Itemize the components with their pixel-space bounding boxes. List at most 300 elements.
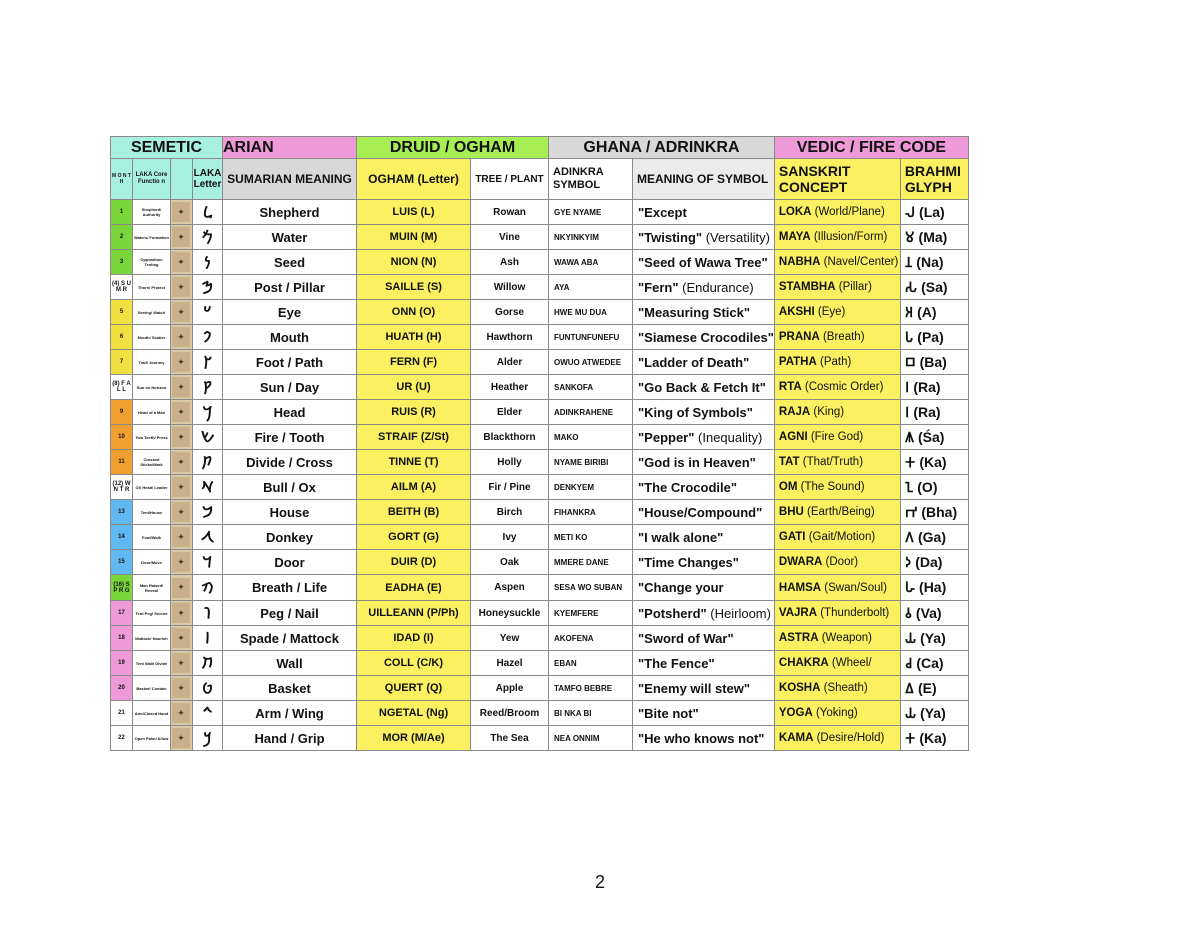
tree-plant: Elder — [471, 400, 549, 425]
core-function-cell — [133, 525, 171, 550]
sanskrit-term: VAJRA — [778, 607, 818, 619]
core-function-cell — [133, 300, 171, 325]
table-row — [111, 325, 969, 350]
core-function: OX Head/ Leader — [135, 484, 168, 490]
month-cell — [111, 225, 133, 250]
pictograph-icon: ✦ — [172, 352, 190, 372]
ogham-letter: RUIS (R) — [357, 400, 471, 425]
tree-plant: Vine — [471, 225, 549, 250]
header-tree: TREE / PLANT — [471, 159, 549, 200]
sanskrit-term: KAMA — [778, 732, 814, 744]
tree-plant: Birch — [471, 500, 549, 525]
laka-letter: 𐡄 — [193, 575, 223, 601]
month-number: 2 — [119, 234, 124, 240]
sanskrit-term: ASTRA — [778, 632, 819, 644]
pictograph-icon: ✦ — [172, 327, 190, 347]
sumarian-meaning: Shepherd — [223, 200, 357, 225]
sanskrit-term: CHAKRA — [778, 657, 829, 669]
header-pictograph — [171, 159, 193, 200]
month-cell — [111, 550, 133, 575]
symbol-meaning — [633, 726, 775, 751]
sanskrit-gloss: (Fire God) — [807, 431, 864, 443]
table-row — [111, 450, 969, 475]
table-row — [111, 525, 969, 550]
month-cell — [111, 450, 133, 475]
adinkra-symbol: MAKO — [549, 425, 633, 450]
sanskrit-concept — [774, 626, 900, 651]
symbol-meaning — [633, 275, 775, 300]
table-row — [111, 550, 969, 575]
core-function: Basket/ Contain — [136, 685, 167, 691]
group-semetic: SEMETIC — [111, 137, 223, 159]
symbol-meaning — [633, 525, 775, 550]
core-function: Opposition/ Testing — [140, 257, 163, 267]
month-cell — [111, 701, 133, 726]
sanskrit-gloss: (World/Plane) — [811, 206, 885, 218]
tree-plant: The Sea — [471, 726, 549, 751]
sumarian-meaning: Spade / Mattock — [223, 626, 357, 651]
sanskrit-term: PRANA — [778, 331, 820, 343]
meaning-main: "Seed of Wawa Tree" — [638, 254, 768, 270]
pictograph-icon: ✦ — [172, 427, 190, 447]
month-cell — [111, 676, 133, 701]
sanskrit-gloss: (That/Truth) — [799, 456, 864, 468]
sanskrit-term: PATHA — [778, 356, 817, 368]
sanskrit-term: STAMBHA — [778, 281, 836, 293]
brahmi-glyph: 𑀅 (A) — [900, 300, 968, 325]
ogham-letter: BEITH (B) — [357, 500, 471, 525]
brahmi-glyph: 𑀕 (Ga) — [900, 525, 968, 550]
tree-plant: Heather — [471, 375, 549, 400]
laka-letter: 𐡌 — [193, 225, 223, 250]
sanskrit-concept — [774, 275, 900, 300]
sanskrit-term: GATI — [778, 531, 806, 543]
sumarian-meaning: Head — [223, 400, 357, 425]
core-function-cell — [133, 425, 171, 450]
table-row — [111, 475, 969, 500]
pictograph-icon: ✦ — [172, 578, 190, 598]
pictograph-icon: ✦ — [172, 477, 190, 497]
ogham-letter: GORT (G) — [357, 525, 471, 550]
sanskrit-concept — [774, 550, 900, 575]
core-function: Foot/Walk — [142, 534, 161, 540]
core-function: Shepherd/ Authority — [141, 207, 162, 217]
sanskrit-concept — [774, 601, 900, 626]
pictograph-cell — [171, 375, 193, 400]
header-laka-letter: LAKA Letter — [193, 159, 223, 200]
sanskrit-gloss: (Weapon) — [818, 632, 872, 644]
month-cell — [111, 275, 133, 300]
sumarian-meaning: Arm / Wing — [223, 701, 357, 726]
core-function: Trail/ Journey — [138, 359, 165, 365]
month-cell — [111, 325, 133, 350]
sanskrit-term: HAMSA — [778, 581, 822, 594]
core-function: Tent Wall/ Divide — [135, 660, 168, 666]
header-laka-core: LAKA Core Functio n — [133, 159, 171, 200]
month-cell — [111, 575, 133, 601]
ogham-letter: HUATH (H) — [357, 325, 471, 350]
sumarian-meaning: Mouth — [223, 325, 357, 350]
tree-plant: Ivy — [471, 525, 549, 550]
ogham-letter: NGETAL (Ng) — [357, 701, 471, 726]
sanskrit-gloss: (Thunderbolt) — [817, 607, 890, 619]
ogham-letter: MUIN (M) — [357, 225, 471, 250]
meaning-main: "Change your — [638, 580, 724, 595]
adinkra-symbol: FUNTUNFUNEFU — [549, 325, 633, 350]
ogham-letter: ONN (O) — [357, 300, 471, 325]
pictograph-icon: ✦ — [172, 202, 190, 222]
sanskrit-term: BHU — [778, 506, 804, 518]
sumarian-meaning: Bull / Ox — [223, 475, 357, 500]
sanskrit-concept — [774, 475, 900, 500]
pictograph-cell — [171, 275, 193, 300]
adinkra-symbol: SANKOFA — [549, 375, 633, 400]
tree-plant: Apple — [471, 676, 549, 701]
header-month: M O N T H — [111, 159, 133, 200]
group-sumarian: ARIAN — [223, 137, 357, 159]
pictograph-icon: ✦ — [172, 678, 190, 698]
pictograph-cell — [171, 500, 193, 525]
month-number: (4) S U M R — [111, 281, 131, 293]
month-number: 19 — [118, 660, 125, 666]
symbol-meaning — [633, 450, 775, 475]
meaning-main: "He who knows not" — [638, 730, 765, 746]
meaning-main: "House/Compound" — [638, 504, 763, 520]
adinkra-symbol: KYEMFERE — [549, 601, 633, 626]
meaning-main: "Potsherd" — [638, 605, 707, 621]
ogham-letter: DUIR (D) — [357, 550, 471, 575]
sumarian-meaning: Eye — [223, 300, 357, 325]
symbol-meaning — [633, 701, 775, 726]
tree-plant: Yew — [471, 626, 549, 651]
pictograph-cell — [171, 425, 193, 450]
month-number: 17 — [118, 610, 125, 616]
sanskrit-gloss: (The Sound) — [797, 481, 865, 493]
month-cell — [111, 626, 133, 651]
pictograph-icon: ✦ — [172, 552, 190, 572]
sanskrit-term: YOGA — [778, 707, 813, 719]
brahmi-glyph: 𑀓 (Ka) — [900, 450, 968, 475]
ogham-letter: QUERT (Q) — [357, 676, 471, 701]
table-row — [111, 601, 969, 626]
table-row — [111, 225, 969, 250]
laka-letter: 𐡋 — [193, 200, 223, 225]
sumarian-meaning: Fire / Tooth — [223, 425, 357, 450]
core-function-cell — [133, 250, 171, 275]
laka-letter: 𐡕 — [193, 450, 223, 475]
sumarian-meaning: Divide / Cross — [223, 450, 357, 475]
pictograph-icon: ✦ — [172, 252, 190, 272]
ogham-letter: AILM (A) — [357, 475, 471, 500]
core-function-cell — [133, 601, 171, 626]
sanskrit-gloss: (Breath) — [819, 331, 865, 343]
core-function-cell — [133, 701, 171, 726]
group-ghana: GHANA / ADRINKRA — [549, 137, 775, 159]
tree-plant: Reed/Broom — [471, 701, 549, 726]
meaning-main: "Ladder of Death" — [638, 354, 750, 370]
meaning-main: "Sword of War" — [638, 630, 734, 646]
core-function-cell — [133, 200, 171, 225]
header-brahmi: BRAHMI GLYPH — [900, 159, 968, 200]
ogham-letter: SAILLE (S) — [357, 275, 471, 300]
pictograph-cell — [171, 601, 193, 626]
sanskrit-term: MAYA — [778, 231, 811, 243]
group-vedic: VEDIC / FIRE CODE — [774, 137, 968, 159]
month-number: 6 — [119, 334, 124, 340]
core-function: Man Raised/ Reveal — [139, 582, 164, 593]
sumarian-meaning: Wall — [223, 651, 357, 676]
month-cell — [111, 475, 133, 500]
symbol-meaning — [633, 400, 775, 425]
sumarian-meaning: House — [223, 500, 357, 525]
sanskrit-concept — [774, 450, 900, 475]
sanskrit-term: NABHA — [778, 256, 821, 268]
table-row — [111, 200, 969, 225]
header-ogham: OGHAM (Letter) — [357, 159, 471, 200]
adinkra-symbol: OWUO ATWEDEE — [549, 350, 633, 375]
month-cell — [111, 300, 133, 325]
symbol-meaning — [633, 475, 775, 500]
sumarian-meaning: Door — [223, 550, 357, 575]
sanskrit-concept — [774, 726, 900, 751]
meaning-note: (Versatility) — [702, 229, 770, 245]
table-row — [111, 651, 969, 676]
brahmi-glyph: 𑀬 (Ya) — [900, 701, 968, 726]
core-function-cell — [133, 275, 171, 300]
core-function: Mattock/ Nourish — [135, 635, 168, 641]
symbol-meaning — [633, 601, 775, 626]
pictograph-icon: ✦ — [172, 377, 190, 397]
month-cell — [111, 500, 133, 525]
tree-plant: Oak — [471, 550, 549, 575]
adinkra-symbol: AKOFENA — [549, 626, 633, 651]
laka-letter: 𐡆 — [193, 626, 223, 651]
core-function: Sun on Horizon — [136, 384, 167, 390]
meaning-note: (Inequality) — [694, 429, 763, 445]
sanskrit-gloss: (Desire/Hold) — [813, 732, 885, 744]
laka-letter: 𐡃 — [193, 550, 223, 575]
symbol-meaning — [633, 250, 775, 275]
laka-letter: 𐡎 — [193, 275, 223, 300]
sumarian-meaning: Donkey — [223, 525, 357, 550]
sanskrit-term: LOKA — [778, 206, 812, 218]
month-number: 18 — [118, 635, 125, 641]
month-cell — [111, 425, 133, 450]
laka-letter: 𐡔 — [193, 425, 223, 450]
sumarian-meaning: Sun / Day — [223, 375, 357, 400]
brahmi-glyph: 𑀰 (Śa) — [900, 425, 968, 450]
core-function-cell — [133, 375, 171, 400]
sumarian-meaning: Breath / Life — [223, 575, 357, 601]
correspondence-table — [110, 136, 969, 751]
core-function: Two Teeth/ Press — [135, 434, 168, 440]
core-function: Seeing/ Watch — [137, 309, 166, 315]
sanskrit-term: DWARA — [778, 556, 823, 568]
brahmi-glyph: 𑀦 (Na) — [900, 250, 968, 275]
pictograph-cell — [171, 626, 193, 651]
brahmi-glyph: 𑀓 (Ka) — [900, 726, 968, 751]
symbol-meaning — [633, 425, 775, 450]
sanskrit-concept — [774, 651, 900, 676]
pictograph-cell — [171, 676, 193, 701]
symbol-meaning — [633, 375, 775, 400]
adinkra-symbol: MMERE DANE — [549, 550, 633, 575]
table-row — [111, 575, 969, 601]
adinkra-symbol: NYAME BIRIBI — [549, 450, 633, 475]
tree-plant: Aspen — [471, 575, 549, 601]
core-function: Open Palm/ Allow — [134, 735, 169, 741]
core-function: Mouth/ Scatter — [137, 334, 166, 340]
symbol-meaning — [633, 300, 775, 325]
pictograph-icon: ✦ — [172, 703, 190, 723]
tree-plant: Honeysuckle — [471, 601, 549, 626]
brahmi-glyph: 𑀫 (Ma) — [900, 225, 968, 250]
month-number: 14 — [118, 534, 125, 540]
core-function: Waters/ Formation — [134, 234, 169, 240]
tree-plant: Holly — [471, 450, 549, 475]
ogham-letter: LUIS (L) — [357, 200, 471, 225]
pictograph-icon: ✦ — [172, 302, 190, 322]
header-meaning: MEANING OF SYMBOL — [633, 159, 775, 200]
table-row — [111, 676, 969, 701]
sanskrit-gloss: (Gait/Motion) — [805, 531, 876, 543]
laka-letter: 𐡑 — [193, 350, 223, 375]
tree-plant: Rowan — [471, 200, 549, 225]
core-function: Head of a Man — [137, 409, 166, 415]
month-number: 5 — [119, 309, 124, 315]
core-function-cell — [133, 400, 171, 425]
core-function-cell — [133, 651, 171, 676]
ogham-letter: IDAD (I) — [357, 626, 471, 651]
pictograph-icon: ✦ — [172, 227, 190, 247]
sanskrit-term: OM — [778, 481, 798, 493]
pictograph-icon: ✦ — [172, 728, 190, 748]
laka-letter: 𐡐 — [193, 325, 223, 350]
brahmi-glyph: 𑀑 (O) — [900, 475, 968, 500]
symbol-meaning — [633, 575, 775, 601]
sanskrit-concept — [774, 525, 900, 550]
sumarian-meaning: Water — [223, 225, 357, 250]
laka-letter: 𐡇 — [193, 651, 223, 676]
tree-plant: Fir / Pine — [471, 475, 549, 500]
meaning-note: (Endurance) — [678, 279, 754, 295]
brahmi-glyph: 𑀯 (Va) — [900, 601, 968, 626]
meaning-main: "King of Symbols" — [638, 404, 753, 420]
table-row — [111, 250, 969, 275]
laka-letter: 𐡉 — [193, 701, 223, 726]
tree-plant: Alder — [471, 350, 549, 375]
meaning-main: "Enemy will stew" — [638, 680, 751, 696]
table-row — [111, 350, 969, 375]
month-number: 7 — [119, 359, 124, 365]
month-number: 20 — [118, 685, 125, 691]
meaning-main: "God is in Heaven" — [638, 454, 756, 470]
pictograph-cell — [171, 575, 193, 601]
pictograph-cell — [171, 350, 193, 375]
adinkra-symbol: METI KO — [549, 525, 633, 550]
laka-letter: 𐡀 — [193, 475, 223, 500]
meaning-main: "Measuring Stick" — [638, 304, 751, 320]
sanskrit-concept — [774, 425, 900, 450]
tree-plant: Willow — [471, 275, 549, 300]
month-number: 11 — [118, 459, 125, 465]
tree-plant: Ash — [471, 250, 549, 275]
core-function-cell — [133, 450, 171, 475]
laka-letter: 𐡊 — [193, 726, 223, 751]
meaning-main: "The Fence" — [638, 655, 715, 671]
sanskrit-gloss: (Earth/Being) — [803, 506, 875, 518]
adinkra-symbol: FIHANKRA — [549, 500, 633, 525]
brahmi-glyph: 𑀮 (La) — [900, 200, 968, 225]
brahmi-glyph: 𑀲 (Sa) — [900, 275, 968, 300]
pictograph-cell — [171, 450, 193, 475]
adinkra-symbol: DENKYEM — [549, 475, 633, 500]
symbol-meaning — [633, 325, 775, 350]
pictograph-icon: ✦ — [172, 402, 190, 422]
ogham-letter: TINNE (T) — [357, 450, 471, 475]
sanskrit-concept — [774, 701, 900, 726]
month-number: (8) F A L L — [112, 381, 131, 393]
sumarian-meaning: Hand / Grip — [223, 726, 357, 751]
month-cell — [111, 525, 133, 550]
symbol-meaning — [633, 200, 775, 225]
laka-letter: 𐡍 — [193, 250, 223, 275]
core-function-cell — [133, 676, 171, 701]
laka-letter: 𐡈 — [193, 676, 223, 701]
adinkra-symbol: AYA — [549, 275, 633, 300]
sanskrit-gloss: (Pillar) — [835, 281, 872, 293]
core-function-cell — [133, 475, 171, 500]
sanskrit-gloss: (Door) — [822, 556, 859, 568]
pictograph-icon: ✦ — [172, 277, 190, 297]
sanskrit-gloss: (Wheel/ — [828, 657, 872, 669]
sanskrit-term: AKSHI — [778, 306, 815, 318]
sanskrit-concept — [774, 200, 900, 225]
pictograph-cell — [171, 550, 193, 575]
sanskrit-concept — [774, 375, 900, 400]
pictograph-cell — [171, 300, 193, 325]
month-number: 10 — [118, 434, 125, 440]
table-row — [111, 425, 969, 450]
ogham-letter: NION (N) — [357, 250, 471, 275]
header-sanskrit: SANSKRIT CONCEPT — [774, 159, 900, 200]
pictograph-cell — [171, 701, 193, 726]
sanskrit-concept — [774, 676, 900, 701]
group-druid: DRUID / OGHAM — [357, 137, 549, 159]
pictograph-icon: ✦ — [172, 603, 190, 623]
month-cell — [111, 400, 133, 425]
pictograph-cell — [171, 250, 193, 275]
brahmi-glyph: 𑀭 (Ra) — [900, 400, 968, 425]
sumarian-meaning: Basket — [223, 676, 357, 701]
month-number: 15 — [118, 559, 125, 565]
adinkra-symbol: NEA ONNIM — [549, 726, 633, 751]
adinkra-symbol: WAWA ABA — [549, 250, 633, 275]
core-function-cell — [133, 500, 171, 525]
sanskrit-term: AGNI — [778, 431, 808, 443]
core-function: Thorn/ Protect — [137, 284, 166, 290]
meaning-main: "Siamese Crocodiles" — [638, 329, 774, 345]
table-row — [111, 626, 969, 651]
ogham-letter: COLL (C/K) — [357, 651, 471, 676]
meaning-main: "Time Changes" — [638, 554, 739, 570]
sanskrit-concept — [774, 250, 900, 275]
sanskrit-gloss: (Swan/Soul) — [821, 581, 887, 594]
table-row — [111, 275, 969, 300]
core-function-cell — [133, 325, 171, 350]
laka-letter: 𐡒 — [193, 375, 223, 400]
month-number: 1 — [119, 209, 124, 215]
